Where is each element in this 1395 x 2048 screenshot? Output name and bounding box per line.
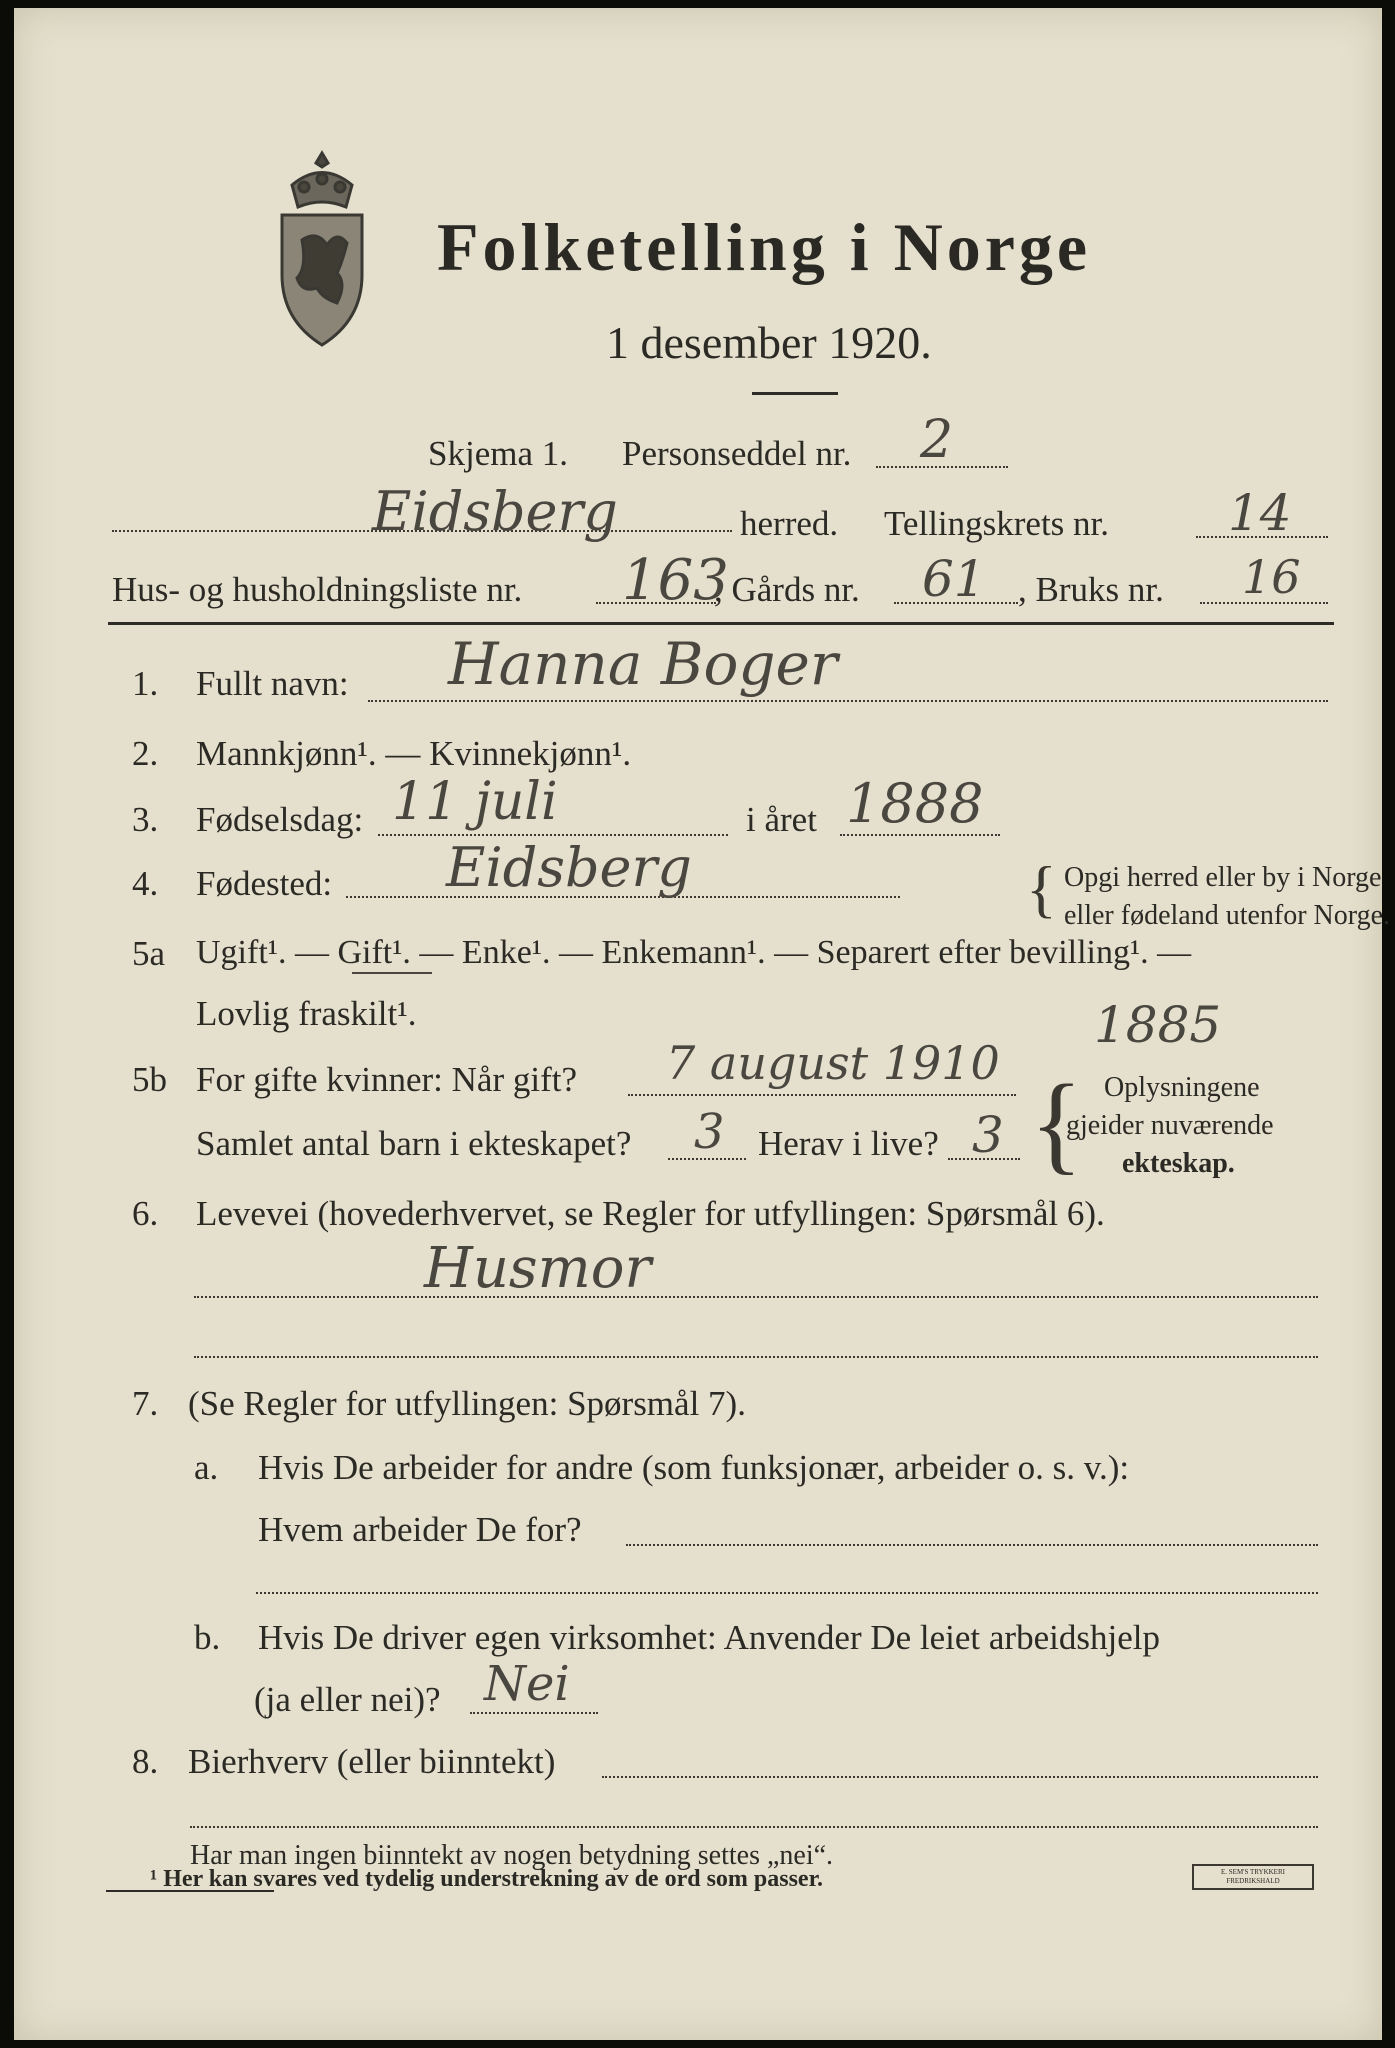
q7b-line	[470, 1712, 598, 1714]
q5b-number: 5b	[132, 1060, 167, 1099]
header-rule	[108, 622, 1334, 625]
q4-note-2: eller fødeland utenfor Norge.	[1064, 900, 1391, 931]
census-date: 1 desember 1920.	[606, 317, 932, 368]
q4-number: 4.	[132, 864, 159, 903]
footer-note: Har man ingen biinntekt av nogen betydning settes „nei“.	[190, 1840, 834, 1871]
q8-label: Bierhverv (eller biinntekt)	[188, 1742, 556, 1781]
q4-value[interactable]: Eidsberg	[446, 836, 692, 899]
q7b-value[interactable]: Nei	[484, 1656, 570, 1712]
form-title: Folketelling i Norge	[437, 209, 1092, 285]
q5b-note-3: ekteskap.	[1122, 1148, 1235, 1179]
q1-value[interactable]: Hanna Boger	[448, 630, 838, 698]
q7b-label: (ja eller nei)?	[254, 1680, 441, 1719]
q5b-note-1: Oplysningene	[1104, 1072, 1260, 1103]
q7b-number: b.	[194, 1618, 221, 1657]
q7a-number: a.	[194, 1448, 219, 1487]
q2-number: 2.	[132, 734, 159, 773]
footnote: ¹ Her kan svares ved tydelig understrekning av de ord som passer.	[150, 1866, 824, 1892]
q1-label: Fullt navn:	[196, 664, 349, 703]
q2-text: Mannkjønn¹. — Kvinnekjønn¹.	[196, 734, 632, 773]
coat-of-arms-icon	[262, 145, 382, 350]
bruks-label: , Bruks nr.	[1018, 570, 1164, 609]
tellingskrets-value[interactable]: 14	[1228, 484, 1292, 542]
skjema-label: Skjema 1.	[428, 434, 568, 473]
q7a-label: Hvem arbeider De for?	[258, 1510, 582, 1549]
q5b-value[interactable]: 7 august 1910	[666, 1036, 1000, 1090]
q6-line-2	[194, 1356, 1318, 1358]
hus-value[interactable]: 163	[622, 548, 729, 613]
q5a-number: 5a	[132, 934, 166, 973]
bruks-value[interactable]: 16	[1242, 550, 1301, 604]
q3-year-label: i året	[746, 800, 817, 839]
q5b-live-value[interactable]: 3	[972, 1106, 1004, 1164]
herred-value[interactable]: Eidsberg	[372, 480, 618, 543]
q8-line-2	[190, 1826, 1318, 1828]
q5b-label: For gifte kvinner: Når gift?	[196, 1060, 578, 1099]
q6-value[interactable]: Husmor	[424, 1236, 652, 1301]
q1-line	[368, 700, 1328, 702]
q5b-brace: {	[1030, 1062, 1083, 1184]
q5a-text-2: Lovlig fraskilt¹.	[196, 994, 417, 1033]
q3-year-value[interactable]: 1888	[846, 772, 984, 835]
q7a-line-1	[626, 1544, 1318, 1546]
q4-note-1: Opgi herred eller by i Norge	[1064, 862, 1382, 893]
q7-number: 7.	[132, 1384, 159, 1423]
q5a-annotation: 1885	[1094, 996, 1222, 1054]
hus-label: Hus- og husholdningsliste nr.	[112, 570, 523, 609]
q4-brace: {	[1026, 853, 1057, 924]
q6-text: Levevei (hovederhvervet, se Regler for utfyllingen: Spørsmål 6).	[196, 1194, 1105, 1233]
printer-mark: E. SEM'S TRYKKERI FREDRIKSHALD	[1192, 1864, 1314, 1890]
personseddel-label: Personseddel nr.	[622, 434, 852, 473]
q7a-text: Hvis De arbeider for andre (som funksjonær, arbeider o. s. v.):	[258, 1448, 1130, 1487]
q1-number: 1.	[132, 664, 159, 703]
personseddel-value[interactable]: 2	[920, 410, 954, 470]
gift-underline	[352, 972, 432, 974]
gards-value[interactable]: 61	[922, 550, 986, 608]
q7a-line-2	[256, 1592, 1318, 1594]
q5b-barn-value[interactable]: 3	[694, 1104, 725, 1160]
q4-label: Fødested:	[196, 864, 333, 903]
q3-number: 3.	[132, 800, 159, 839]
q7-text: (Se Regler for utfyllingen: Spørsmål 7).	[188, 1384, 746, 1423]
q5b-line	[628, 1094, 1016, 1096]
q5b-barn-label: Samlet antal barn i ekteskapet?	[196, 1124, 632, 1163]
q7b-text: Hvis De driver egen virksomhet: Anvender De leiet arbeidshjelp	[258, 1618, 1160, 1657]
q3-value[interactable]: 11 juli	[392, 772, 558, 832]
q5a-text: Ugift¹. — Gift¹. — Enke¹. — Enkemann¹. — Separert efter bevilling¹. —	[196, 934, 1192, 971]
gards-label: , Gårds nr.	[714, 570, 860, 609]
herred-label: herred.	[740, 504, 839, 543]
q8-line-1	[602, 1776, 1318, 1778]
q5b-note-2: gjeider nuværende	[1066, 1110, 1274, 1141]
tellingskrets-label: Tellingskrets nr.	[884, 504, 1110, 543]
q6-line-1	[194, 1296, 1318, 1298]
q6-number: 6.	[132, 1194, 159, 1233]
title-divider	[752, 392, 838, 395]
q5b-live-label: Herav i live?	[758, 1124, 939, 1163]
q3-label: Fødselsdag:	[196, 800, 364, 839]
q8-number: 8.	[132, 1742, 159, 1781]
